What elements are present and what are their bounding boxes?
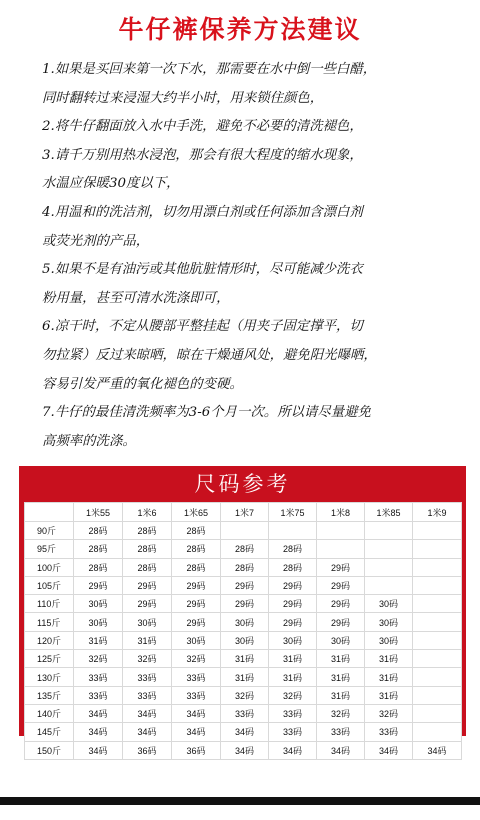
size-cell: 31码 xyxy=(317,668,365,686)
size-cell: 30码 xyxy=(221,631,269,649)
size-cell: 29码 xyxy=(172,576,221,594)
height-header-cell: 1米75 xyxy=(269,503,317,522)
table-row xyxy=(25,650,462,668)
size-cell: 29码 xyxy=(269,613,317,631)
size-cell: 33码 xyxy=(221,704,269,722)
size-cell xyxy=(365,576,413,594)
size-cell: 28码 xyxy=(269,540,317,558)
size-cell: 29码 xyxy=(221,576,269,594)
size-cell: 32码 xyxy=(365,704,413,722)
size-cell: 34码 xyxy=(413,741,462,759)
size-cell: 30码 xyxy=(317,631,365,649)
size-cell xyxy=(269,522,317,540)
size-chart-title: 尺码参考 xyxy=(19,466,466,502)
tip-line: 勿拉紧）反过来晾晒，晾在干燥通风处，避免阳光曝晒， xyxy=(42,347,377,363)
height-header-cell: 1米55 xyxy=(74,503,123,522)
size-cell: 31码 xyxy=(221,650,269,668)
size-cell: 33码 xyxy=(269,723,317,741)
size-cell: 29码 xyxy=(172,613,221,631)
tip-line: 粉用量，甚至可清水洗涤即可， xyxy=(42,290,230,306)
weight-cell: 120斤 xyxy=(25,631,74,649)
size-cell: 28码 xyxy=(172,540,221,558)
table-row xyxy=(25,558,462,576)
size-cell: 29码 xyxy=(317,576,365,594)
size-cell: 29码 xyxy=(269,576,317,594)
size-cell xyxy=(413,650,462,668)
size-cell: 32码 xyxy=(221,686,269,704)
size-cell: 34码 xyxy=(74,704,123,722)
size-cell: 34码 xyxy=(172,723,221,741)
table-row xyxy=(25,668,462,686)
size-cell: 33码 xyxy=(365,723,413,741)
size-cell: 28码 xyxy=(221,558,269,576)
size-cell: 34码 xyxy=(365,741,413,759)
size-cell: 31码 xyxy=(317,686,365,704)
size-cell: 28码 xyxy=(269,558,317,576)
size-cell: 30码 xyxy=(365,613,413,631)
header-row xyxy=(25,503,462,522)
size-cell: 30码 xyxy=(123,613,172,631)
size-cell: 28码 xyxy=(172,522,221,540)
size-cell: 33码 xyxy=(74,686,123,704)
weight-cell: 140斤 xyxy=(25,704,74,722)
weight-cell: 135斤 xyxy=(25,686,74,704)
bottom-divider xyxy=(0,797,480,805)
tip-line: 6.凉干时，不定从腰部平整挂起（用夹子固定撑平，切 xyxy=(42,319,363,335)
table-row xyxy=(25,613,462,631)
size-cell: 29码 xyxy=(123,595,172,613)
size-cell: 31码 xyxy=(74,631,123,649)
size-cell: 30码 xyxy=(269,631,317,649)
size-cell: 33码 xyxy=(74,668,123,686)
size-cell: 31码 xyxy=(269,668,317,686)
size-cell: 28码 xyxy=(74,522,123,540)
size-cell: 30码 xyxy=(172,631,221,649)
size-cell: 32码 xyxy=(317,704,365,722)
size-cell xyxy=(413,723,462,741)
tip-line: 3.请千万别用热水浸泡，那会有很大程度的缩水现象， xyxy=(42,147,363,163)
size-cell: 29码 xyxy=(123,576,172,594)
table-row xyxy=(25,686,462,704)
size-cell: 29码 xyxy=(74,576,123,594)
page-title: 牛仔裤保养方法建议 xyxy=(118,15,362,44)
height-header-cell: 1米8 xyxy=(317,503,365,522)
size-cell: 32码 xyxy=(74,650,123,668)
size-cell: 29码 xyxy=(317,613,365,631)
size-cell: 30码 xyxy=(365,631,413,649)
size-cell: 28码 xyxy=(221,540,269,558)
size-cell: 29码 xyxy=(172,595,221,613)
height-header-cell: 1米9 xyxy=(413,503,462,522)
size-cell: 31码 xyxy=(365,686,413,704)
height-header-cell: 1米85 xyxy=(365,503,413,522)
table-row xyxy=(25,522,462,540)
size-cell: 33码 xyxy=(172,686,221,704)
weight-cell: 145斤 xyxy=(25,723,74,741)
size-cell: 29码 xyxy=(317,558,365,576)
size-cell: 33码 xyxy=(123,668,172,686)
size-cell: 33码 xyxy=(172,668,221,686)
size-cell: 29码 xyxy=(317,595,365,613)
size-cell xyxy=(413,613,462,631)
size-cell xyxy=(413,595,462,613)
size-cell: 34码 xyxy=(317,741,365,759)
size-cell: 30码 xyxy=(74,595,123,613)
size-cell xyxy=(413,686,462,704)
tip-line: 容易引发严重的氧化褪色的变硬。 xyxy=(42,376,243,392)
size-cell: 34码 xyxy=(74,723,123,741)
size-table xyxy=(24,502,462,760)
size-cell: 28码 xyxy=(172,558,221,576)
tip-line: 2.将牛仔翻面放入水中手洗，避免不必要的清洗褪色， xyxy=(42,119,363,135)
tip-line: 1.如果是买回来第一次下水，那需要在水中倒一些白醋， xyxy=(42,62,377,77)
size-cell: 33码 xyxy=(269,704,317,722)
size-cell: 28码 xyxy=(74,558,123,576)
table-row xyxy=(25,595,462,613)
size-cell xyxy=(413,576,462,594)
table-row xyxy=(25,704,462,722)
tip-line: 5.如果不是有油污或其他肮脏情形时，尽可能减少洗衣 xyxy=(42,262,363,278)
size-cell: 34码 xyxy=(221,741,269,759)
size-cell: 28码 xyxy=(123,540,172,558)
tip-line: 或荧光剂的产品， xyxy=(42,233,150,249)
height-header-cell xyxy=(25,503,74,522)
weight-cell: 150斤 xyxy=(25,741,74,759)
size-cell xyxy=(365,540,413,558)
weight-cell: 90斤 xyxy=(25,522,74,540)
size-cell: 29码 xyxy=(269,595,317,613)
table-row xyxy=(25,576,462,594)
tip-line: 水温应保暖30度以下， xyxy=(42,176,180,192)
size-cell: 30码 xyxy=(221,613,269,631)
size-cell: 36码 xyxy=(123,741,172,759)
size-cell: 30码 xyxy=(365,595,413,613)
size-cell: 29码 xyxy=(221,595,269,613)
size-cell: 28码 xyxy=(74,540,123,558)
weight-cell: 95斤 xyxy=(25,540,74,558)
size-cell: 31码 xyxy=(123,631,172,649)
size-cell: 28码 xyxy=(123,558,172,576)
height-header-cell: 1米7 xyxy=(221,503,269,522)
size-cell: 32码 xyxy=(269,686,317,704)
size-chart-panel xyxy=(19,466,466,756)
table-row xyxy=(25,723,462,741)
size-cell: 28码 xyxy=(123,522,172,540)
care-tips xyxy=(42,56,462,456)
size-cell xyxy=(413,540,462,558)
weight-cell: 115斤 xyxy=(25,613,74,631)
weight-cell: 130斤 xyxy=(25,668,74,686)
weight-cell: 125斤 xyxy=(25,650,74,668)
size-cell: 31码 xyxy=(269,650,317,668)
size-cell xyxy=(365,558,413,576)
size-cell: 33码 xyxy=(317,723,365,741)
size-cell xyxy=(413,704,462,722)
size-cell: 32码 xyxy=(172,650,221,668)
size-cell xyxy=(413,558,462,576)
size-cell xyxy=(317,522,365,540)
size-cell xyxy=(413,668,462,686)
weight-cell: 110斤 xyxy=(25,595,74,613)
size-cell xyxy=(365,522,413,540)
size-cell: 36码 xyxy=(172,741,221,759)
size-cell xyxy=(413,522,462,540)
size-cell: 31码 xyxy=(365,668,413,686)
table-row xyxy=(25,631,462,649)
size-cell xyxy=(413,631,462,649)
size-cell: 34码 xyxy=(123,704,172,722)
size-cell: 30码 xyxy=(74,613,123,631)
table-row xyxy=(25,741,462,759)
size-cell xyxy=(221,522,269,540)
size-cell: 32码 xyxy=(123,650,172,668)
tip-line: 同时翻转过来浸湿大约半小时，用来锁住颜色， xyxy=(42,90,324,106)
tip-line: 7.牛仔的最佳清洗频率为3-6个月一次。所以请尽量避免 xyxy=(42,405,371,421)
size-cell: 33码 xyxy=(123,686,172,704)
size-chart-frame xyxy=(19,502,466,756)
size-cell xyxy=(317,540,365,558)
size-cell: 34码 xyxy=(74,741,123,759)
size-cell: 31码 xyxy=(221,668,269,686)
size-cell: 34码 xyxy=(123,723,172,741)
tip-line: 4.用温和的洗洁剂，切勿用漂白剂或任何添加含漂白剂 xyxy=(42,204,363,220)
height-header-cell: 1米65 xyxy=(172,503,221,522)
weight-cell: 105斤 xyxy=(25,576,74,594)
size-cell: 34码 xyxy=(269,741,317,759)
weight-cell: 100斤 xyxy=(25,558,74,576)
size-cell: 34码 xyxy=(221,723,269,741)
height-header-cell: 1米6 xyxy=(123,503,172,522)
size-cell: 34码 xyxy=(172,704,221,722)
size-cell: 31码 xyxy=(317,650,365,668)
tip-line: 高频率的洗涤。 xyxy=(42,433,136,449)
size-cell: 31码 xyxy=(365,650,413,668)
table-row xyxy=(25,540,462,558)
